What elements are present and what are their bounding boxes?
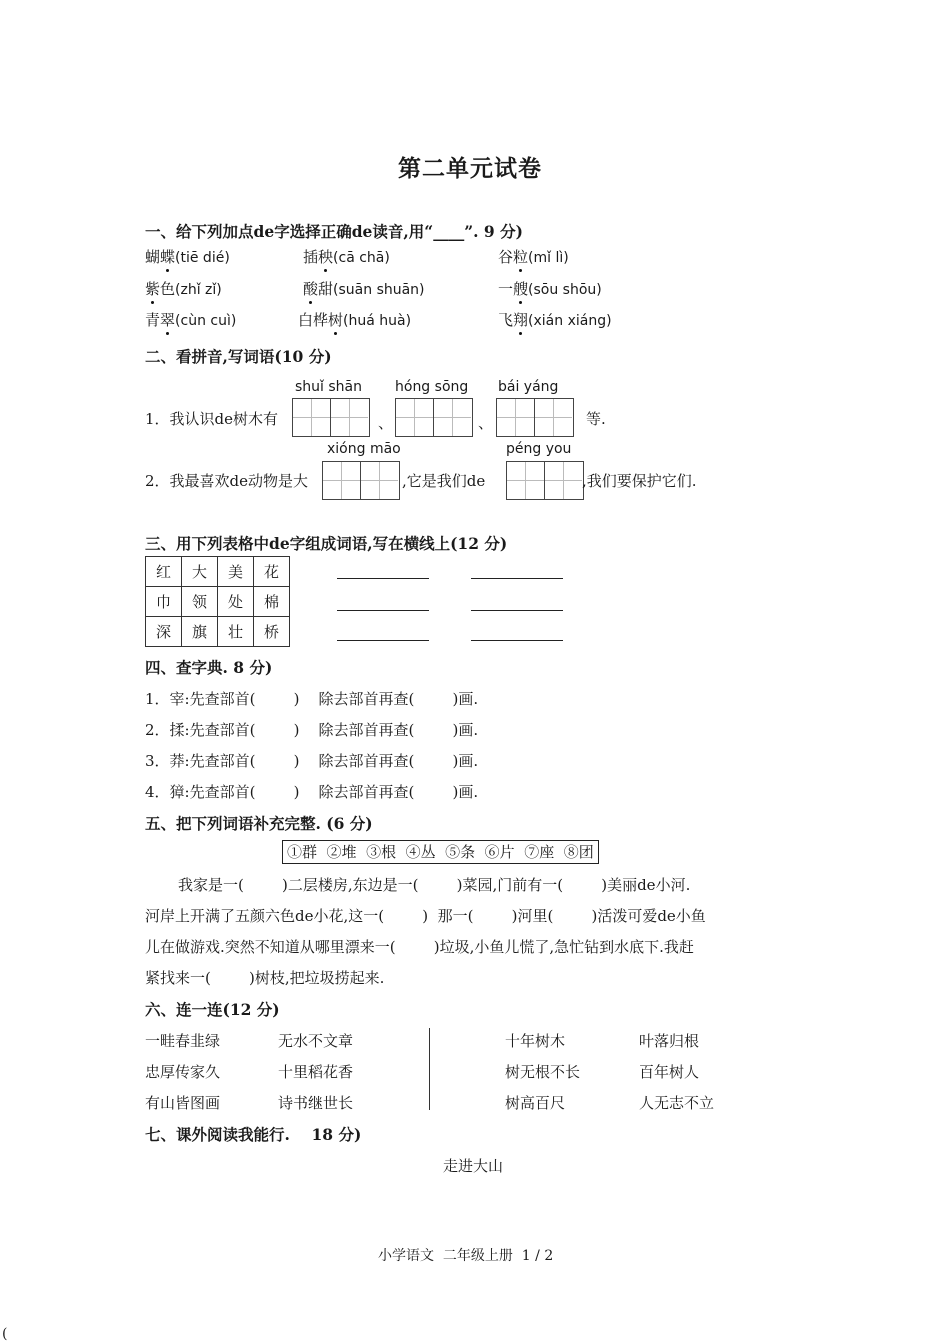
s5-paragraph-line: 河岸上开满了五颜六色de小花,这一( ) 那一( )河里( )活泼可爱de小鱼 [145, 907, 706, 925]
grid-cell[interactable] [434, 399, 471, 436]
word-options-box: ①群 ②堆 ③根 ④丛 ⑤条 ⑥片 ⑦座 ⑧团 [282, 840, 599, 864]
s2-question-2: 2．我最喜欢de动物是大 [145, 472, 309, 490]
grid-cell[interactable] [331, 399, 368, 436]
s1-pinyin-choice: (huá huà) [343, 313, 412, 329]
s4-item: 4．獐:先查部首( ) 除去部首再查( )画. [145, 783, 479, 801]
section-3-heading: 三、用下列表格中de字组成词语,写在横线上(12 分) [145, 534, 508, 553]
match-item[interactable]: 人无志不立 [639, 1094, 715, 1112]
s2-q1-end: 等. [586, 410, 606, 428]
s1-pinyin-choice: (suān shuān) [333, 282, 425, 298]
table-cell: 花 [254, 557, 290, 587]
writing-grid[interactable] [506, 461, 584, 500]
match-item[interactable]: 叶落归根 [639, 1032, 700, 1050]
section-7-heading: 七、课外阅读我能行. 18 分) [145, 1125, 362, 1144]
pinyin-label: shuǐ shān [295, 379, 362, 395]
match-item[interactable]: 树高百尺 [505, 1094, 566, 1112]
s2-question-1: 1．我认识de树木有 [145, 410, 279, 428]
answer-line[interactable] [337, 578, 429, 579]
answer-line[interactable] [471, 610, 563, 611]
s1-dotted-char: 树 [328, 311, 344, 329]
separator: 、 [478, 414, 494, 432]
page-title: 第二单元试卷 [398, 155, 542, 182]
s1-dotted-char: 酸 [303, 280, 319, 298]
s1-item-text: 飞 [498, 311, 514, 329]
s1-dotted-char: 艘 [513, 280, 529, 298]
s1-item-6 [498, 278, 602, 299]
s5-paragraph-line: 儿在做游戏.突然不知道从哪里漂来一( )垃圾,小鱼儿慌了,急忙钻到水底下.我赶 [145, 938, 694, 956]
character-table [145, 556, 290, 647]
s4-item: 1．宰:先查部首( ) 除去部首再查( )画. [145, 690, 479, 708]
s1-dotted-char: 翔 [513, 311, 529, 329]
table-cell: 大 [182, 557, 218, 587]
table-cell: 领 [182, 587, 218, 617]
s1-pinyin-choice: (zhǐ zǐ) [175, 282, 222, 298]
grid-cell[interactable] [497, 399, 535, 436]
s1-item-text: 甜 [318, 280, 334, 298]
match-item[interactable]: 有山皆图画 [145, 1094, 221, 1112]
page-footer: 小学语文 二年级上册 1 / 2 [378, 1248, 554, 1264]
table-cell: 棉 [254, 587, 290, 617]
s1-item-5 [303, 278, 425, 299]
table-cell: 美 [218, 557, 254, 587]
grid-cell[interactable] [396, 399, 434, 436]
match-item[interactable]: 十里稻花香 [278, 1063, 354, 1081]
grid-cell[interactable] [507, 462, 545, 499]
s1-dotted-char: 翠 [160, 311, 176, 329]
s1-pinyin-choice: (cùn cuì) [175, 313, 237, 329]
table-row [146, 587, 290, 617]
s1-pinyin-choice: (mǐ lì) [528, 250, 569, 266]
pinyin-label: péng you [506, 441, 572, 457]
answer-line[interactable] [471, 578, 563, 579]
s4-item: 3．莽:先查部首( ) 除去部首再查( )画. [145, 752, 479, 770]
pinyin-label: xióng māo [327, 441, 401, 457]
s1-dotted-char: 蝶 [160, 248, 176, 266]
s5-paragraph-line: 紧找来一( )树枝,把垃圾捞起来. [145, 969, 385, 987]
s1-item-8 [298, 309, 411, 330]
s1-item-9 [498, 309, 612, 330]
s1-pinyin-choice: (xián xiáng) [528, 313, 612, 329]
s1-item-text: 青 [145, 311, 161, 329]
s1-item-text: 一 [498, 280, 514, 298]
pinyin-label: hóng sōng [395, 379, 469, 395]
grid-cell[interactable] [545, 462, 582, 499]
match-item[interactable]: 忠厚传家久 [145, 1063, 221, 1081]
s1-dotted-char: 粒 [513, 248, 529, 266]
match-item[interactable]: 树无根不长 [505, 1063, 581, 1081]
story-title: 走进大山 [443, 1157, 504, 1175]
answer-line[interactable] [337, 610, 429, 611]
s1-pinyin-choice: (sōu shōu) [528, 282, 602, 298]
s1-item-text: 插 [303, 248, 319, 266]
section-2-heading: 二、看拼音,写词语(10 分) [145, 347, 332, 366]
table-cell: 旗 [182, 617, 218, 647]
s1-dotted-char: 紫 [145, 280, 161, 298]
match-item[interactable]: 百年树人 [639, 1063, 700, 1081]
table-row [146, 617, 290, 647]
table-cell: 深 [146, 617, 182, 647]
table-row [146, 557, 290, 587]
s5-paragraph-line: 我家是一( )二层楼房,东边是一( )菜园,门前有一( )美丽de小河. [178, 876, 691, 894]
grid-cell[interactable] [361, 462, 398, 499]
writing-grid[interactable] [395, 398, 473, 437]
s1-item-text: 色 [160, 280, 176, 298]
section-6-heading: 六、连一连(12 分) [145, 1000, 280, 1019]
s1-pinyin-choice: (cā chā) [333, 250, 390, 266]
answer-line[interactable] [337, 640, 429, 641]
answer-line[interactable] [471, 640, 563, 641]
table-cell: 红 [146, 557, 182, 587]
s1-dotted-char: 秧 [318, 248, 334, 266]
section-5-heading: 五、把下列词语补充完整. (6 分) [145, 814, 373, 833]
s1-item-1 [145, 246, 230, 267]
s2-q2-end: ,我们要保护它们. [582, 472, 697, 490]
match-item[interactable]: 无水不文章 [278, 1032, 354, 1050]
section-4-heading: 四、查字典. 8 分) [145, 658, 273, 677]
match-item[interactable]: 诗书继世长 [278, 1094, 354, 1112]
s4-item: 2．揉:先查部首( ) 除去部首再查( )画. [145, 721, 479, 739]
s1-item-4 [145, 278, 222, 299]
s1-item-text: 蝴 [145, 248, 161, 266]
separator: 、 [378, 414, 394, 432]
s1-item-7 [145, 309, 236, 330]
match-item[interactable]: 一畦春韭绿 [145, 1032, 221, 1050]
table-cell: 桥 [254, 617, 290, 647]
divider [429, 1028, 430, 1110]
match-item[interactable]: 十年树木 [505, 1032, 566, 1050]
grid-cell[interactable] [535, 399, 572, 436]
corner-mark: ( [2, 1326, 8, 1342]
s1-item-3 [498, 246, 569, 267]
writing-grid[interactable] [292, 398, 370, 437]
table-cell: 处 [218, 587, 254, 617]
grid-cell[interactable] [323, 462, 361, 499]
s1-item-text: 谷 [498, 248, 514, 266]
pinyin-label: bái yáng [498, 379, 559, 395]
s2-q2-mid: ,它是我们de [402, 472, 486, 490]
writing-grid[interactable] [322, 461, 400, 500]
table-cell: 壮 [218, 617, 254, 647]
s1-item-text: 白桦 [298, 311, 329, 329]
table-cell: 巾 [146, 587, 182, 617]
s1-item-2 [303, 246, 390, 267]
grid-cell[interactable] [293, 399, 331, 436]
writing-grid[interactable] [496, 398, 574, 437]
s1-pinyin-choice: (tiē dié) [175, 250, 230, 266]
section-1-heading: 一、给下列加点de字选择正确de读音,用“____”. 9 分) [145, 222, 523, 241]
